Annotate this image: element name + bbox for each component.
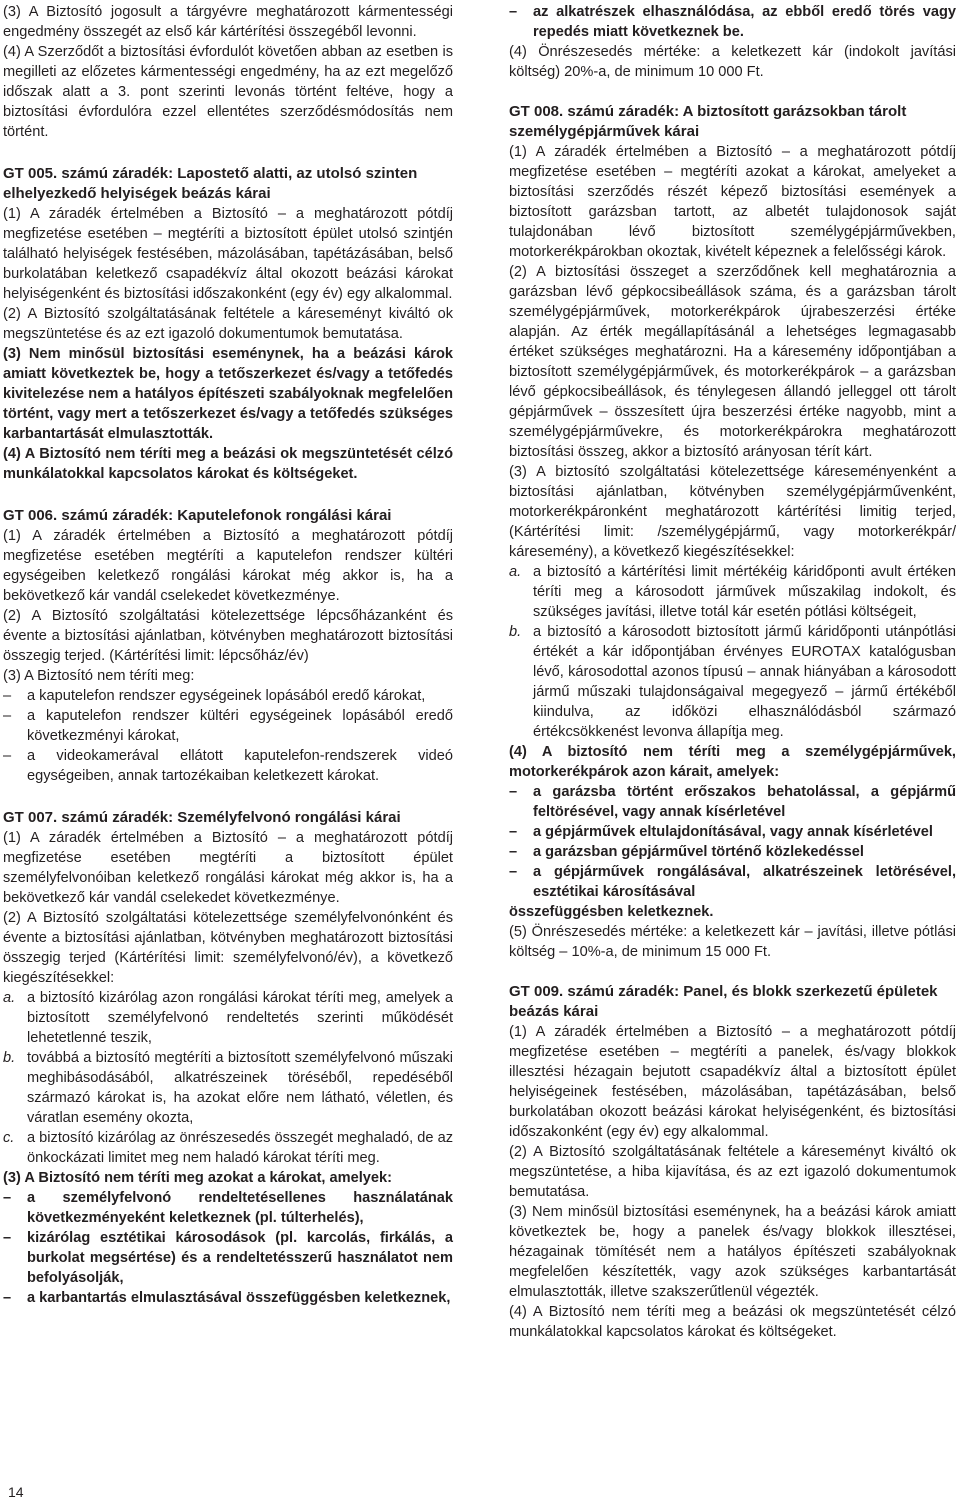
paragraph: összefüggésben keletkeznek. bbox=[509, 904, 714, 920]
dash-item bbox=[3, 1288, 453, 1308]
paragraph: (5) Önrészesedés mértéke: a keletkezett kár – javítási, illetve pótlási költség – 10%-a, de minimum 15 000 Ft. bbox=[509, 924, 956, 960]
dash-marker: – bbox=[509, 864, 518, 880]
dash-item bbox=[509, 822, 956, 842]
item-text: a biztosító a károsodott biztosított jármű káridőponti utánpótlási értékét a kár időpontjában érvényes EUROTAX katalógusban lévő, károsodottal azonos típusú – annak hiányában a károsodott jármű műszaki tulajdonságaival megegyező – jármű értékéből kiindulva, az időközi elhasználódásból származó értékcsökkenést levonva állapítja meg. bbox=[533, 624, 956, 740]
lettered-item bbox=[509, 562, 956, 622]
paragraph: (1) A záradék értelmében a Biztosító – a meghatározott pótdíj megfizetése esetében – megtéríti a biztosított épület utolsó szintjén található helyiségek festésében, mázolásában, tapétázásában, belső burkolatában keletkező csapadékvíz által okozott beázási károkat helyiségenként és biztosítási időszakonként (egy év) egy alkalommal. bbox=[3, 206, 453, 302]
item-letter: b. bbox=[3, 1050, 16, 1066]
dash-marker: – bbox=[3, 1290, 12, 1306]
item-text: a személyfelvonó rendeltetésellenes használatának következményeként keletkeznek (pl. túlterhelés), bbox=[27, 1190, 453, 1226]
paragraph: (3) Nem minősül biztosítási eseménynek, ha a beázási károk amiatt következtek be, hogy a panelek és/vagy blokkok illesztései, hézagainak tömítését nem a hatályos építészeti szabályoknak megfelelően készítették, vagy azok szükséges karbantartását elmulasztották, illetve szakszerűtlenül végezték. bbox=[509, 1204, 956, 1300]
dash-item bbox=[3, 746, 453, 786]
dash-item bbox=[509, 2, 956, 42]
paragraph: (4) Önrészesedés mértéke: a keletkezett kár (indokolt javítási költség) 20%-a, de minimum 10 000 Ft. bbox=[509, 44, 956, 80]
item-text: kizárólag esztétikai károsodások (pl. karcolás, firkálás, a burkolat megsértése) és a rendeltetésszerű használatot nem befolyásolják, bbox=[27, 1230, 453, 1286]
dash-marker: – bbox=[3, 688, 12, 704]
lettered-item bbox=[3, 988, 453, 1048]
clause-heading: GT 008. számú záradék: A biztosított garázsokban tárolt személygépjárművek kárai bbox=[509, 103, 907, 140]
paragraph: (2) A Biztosító szolgáltatásának feltétele a káreseményt kiváltó ok megszüntetése, a hiba kijavítása, és az ezt igazoló dokumentumok bemutatása. bbox=[509, 1144, 956, 1200]
item-text: a kaputelefon rendszer kültéri egységeinek lopásából eredő következményi károkat, bbox=[27, 708, 453, 744]
item-text: a biztosító kizárólag az önrészesedés összegét meghaladó, de az önkockázati limitet meg nem haladó károkat téríti meg. bbox=[27, 1130, 453, 1166]
item-text: a gépjárművek rongálásával, alkatrészeinek letörésével, esztétikai károsításával bbox=[533, 864, 956, 900]
paragraph: (2) A Biztosító szolgáltatási kötelezettsége személyfelvonónként és évente a biztosítási ajánlatban, kötvényben meghatározott biztosítási összegig terjed (Kártérítési limit: személyfelvonó/év), a következő kiegészítésekkel: bbox=[3, 910, 453, 986]
page-number: 14 bbox=[8, 1484, 24, 1500]
item-text: továbbá a biztosító megtéríti a biztosított személyfelvonó műszaki meghibásodásából, alkatrészeinek töréséből, repedéséből származó károkat is, ha azokat előre nem látható, véletlen, és váratlan esemény okozta, bbox=[27, 1050, 453, 1126]
item-text: az alkatrészek elhasználódása, az ebből eredő törés vagy repedés miatt következnek be. bbox=[533, 4, 956, 40]
dash-marker: – bbox=[509, 784, 518, 800]
paragraph: (2) A Biztosító szolgáltatásának feltétele a káreseményt kiváltó ok megszüntetése és az ezt igazoló dokumentumok bemutatása. bbox=[3, 306, 453, 342]
dash-marker: – bbox=[3, 1230, 12, 1246]
paragraph: (4) A Biztosító nem téríti meg a beázási ok megszüntetését célzó munkálatokkal kapcsolatos károkat és költségeket. bbox=[3, 446, 453, 482]
item-text: a biztosító kizárólag azon rongálási károkat téríti meg, amelyek a biztosított személyfelvonó rendeltetés szerinti működését lehetetlenné teszik, bbox=[27, 990, 453, 1046]
dash-marker: – bbox=[509, 844, 518, 860]
lettered-item bbox=[3, 1048, 453, 1128]
paragraph: (1) A záradék értelmében a Biztosító – a meghatározott pótdíj megfizetése esetében – megtéríti azokat a károkat, amelyeket a biztosítási szerződés részét képező biztosítási események a biztosított garázsban tartott, az albetét tulajdonosok saját tulajdonában lévő biztosított személygépjárművekben, motorkerékpárokban okoztak, kivételt képeznek a felelősségi károk. bbox=[509, 144, 956, 260]
lettered-item bbox=[509, 622, 956, 742]
item-letter: c. bbox=[3, 1130, 15, 1146]
paragraph: (3) A Biztosító nem téríti meg azokat a károkat, amelyek: bbox=[3, 1170, 393, 1186]
left-column bbox=[3, 2, 453, 1308]
item-text: a gépjárművek eltulajdonításával, vagy annak kísérletével bbox=[533, 824, 933, 840]
paragraph: (4) A biztosító nem téríti meg a személygépjárművek, motorkerékpárok azon kárait, amelyek: bbox=[509, 744, 956, 780]
dash-marker: – bbox=[3, 1190, 12, 1206]
dash-item bbox=[3, 706, 453, 746]
dash-item bbox=[3, 686, 453, 706]
dash-item bbox=[509, 842, 956, 862]
paragraph: (3) A Biztosító jogosult a tárgyévre meghatározott kármentességi engedmény összegét az első kár kártérítési összegéből levonni. bbox=[3, 4, 453, 40]
dash-item bbox=[509, 782, 956, 822]
paragraph: (3) A Biztosító nem téríti meg: bbox=[3, 668, 195, 684]
dash-item bbox=[3, 1188, 453, 1228]
dash-marker: – bbox=[3, 708, 12, 724]
item-text: a karbantartás elmulasztásával összefüggésben keletkeznek, bbox=[27, 1290, 451, 1306]
item-text: a biztosító a kártérítési limit mértékéig káridőponti avult értéken téríti meg a károsodott járművek műszakilag indokolt, és szükséges javítási, illetve totál kár esetén pótlási költségeit, bbox=[533, 564, 956, 620]
paragraph: (3) A biztosító szolgáltatási kötelezettsége káreseményenként a biztosítási ajánlatban, kötvényben személygépjárművenként, motorkerékpáronként meghatározott kártérítési limitig terjed, (Kártérítési limit: /személygépjármű, vagy motorkerékpár/ káresemény), a következő kiegészítésekkel: bbox=[509, 464, 956, 560]
paragraph: (1) A záradék értelmében a Biztosító a meghatározott pótdíj megfizetése esetében megtéríti a kaputelefon rendszer kültéri egységeiben keletkező rongálási károkat még akkor is, ha a bekövetkező kár vandál cselekedet következménye. bbox=[3, 528, 453, 604]
item-text: a kaputelefon rendszer egységeinek lopásából eredő károkat, bbox=[27, 688, 426, 704]
item-letter: a. bbox=[509, 564, 522, 580]
clause-heading: GT 006. számú záradék: Kaputelefonok rongálási kárai bbox=[3, 507, 392, 524]
dash-marker: – bbox=[509, 4, 518, 20]
clause-heading: GT 005. számú záradék: Lapostető alatti, az utolsó szinten elhelyezkedő helyiségek beázás kárai bbox=[3, 165, 418, 202]
paragraph: (2) A biztosítási összeget a szerződőnek kell meghatároznia a garázsban lévő gépkocsibeállások száma, és a garázsban tárolt személygépjárművek, motorkerékpárok újrabeszerzési értéke alapján. Az érték megállapításánál a lehetséges legmagasabb értéket szükséges meghatározni. Ha a káresemény időpontjában a biztosított személygépjárművek, és motorkerékpárok – a garázsban lévő gépkocsibeállások, és ténylegesen állandó jelleggel ott tárolt gépjárművek – összesített újra beszerzési értéke nagyobb, mint a személygépjárművekre, és motorkerékpárokra meghatározott biztosítási összeg, akkor a biztosító arányosan térít kárt. bbox=[509, 264, 956, 460]
item-text: a garázsba történt erőszakos behatolással, a gépjármű feltörésével, vagy annak kísérletével bbox=[533, 784, 956, 820]
item-letter: a. bbox=[3, 990, 16, 1006]
dash-marker: – bbox=[3, 748, 12, 764]
paragraph: (2) A Biztosító szolgáltatási kötelezettsége lépcsőházanként és évente a biztosítási ajánlatban, kötvényben meghatározott biztosítási összegig terjed. (Kártérítési limit: lépcsőház/év) bbox=[3, 608, 453, 664]
paragraph: (1) A záradék értelmében a Biztosító – a meghatározott pótdíj megfizetése esetében megtéríti a biztosított épület személyfelvonóiban keletkező rongálási károkat még akkor is, ha a bekövetkező kár vandál cselekedet következménye. bbox=[3, 830, 453, 906]
dash-item bbox=[3, 1228, 453, 1288]
item-text: a videokamerával ellátott kaputelefon-rendszerek videó egységeiben, annak tartozékaiban keletkezett károkat. bbox=[27, 748, 453, 784]
item-letter: b. bbox=[509, 624, 522, 640]
dash-marker: – bbox=[509, 824, 518, 840]
paragraph: (4) A Szerződőt a biztosítási évfordulót követően abban az esetben is megilleti az előzetes kármentességi engedmény, ha az ezt megelőző időszak alatt a 3. pont szerinti levonás történt feltéve, hogy a biztosítási évfordulóra ezzel ellentétes szerződésmódosítás nem történt. bbox=[3, 44, 453, 140]
lettered-item bbox=[3, 1128, 453, 1168]
clause-heading: GT 009. számú záradék: Panel, és blokk szerkezetű épületek beázás kárai bbox=[509, 983, 938, 1020]
paragraph: (4) A Biztosító nem téríti meg a beázási ok megszüntetését célzó munkálatokkal kapcsolatos károkat és költségeket. bbox=[509, 1304, 956, 1340]
item-text: a garázsban gépjárművel történő közlekedéssel bbox=[533, 844, 864, 860]
paragraph: (1) A záradék értelmében a Biztosító – a meghatározott pótdíj megfizetése esetében – megtéríti a panelek, és/vagy blokkok illesztési hézagain bejutott csapadékvíz által a biztosított épület helyiségeinek festésében, mázolásában, tapétázásában, belső burkolatában okozott beázási károkat helyiségenként, és biztosítási időszakonként (egy év) egy alkalommal. bbox=[509, 1024, 956, 1140]
dash-item bbox=[509, 862, 956, 902]
paragraph: (3) Nem minősül biztosítási eseménynek, ha a beázási károk amiatt következtek be, hogy a tetőszerkezet és/vagy a tetőfedés kivitelezése nem a hatályos építészeti szabályoknak megfelelően történt, vagy mert a tetőszerkezet és/vagy a tetőfedés szükséges karbantartását elmulasztották. bbox=[3, 346, 453, 442]
clause-heading: GT 007. számú záradék: Személyfelvonó rongálási kárai bbox=[3, 809, 401, 826]
right-column bbox=[509, 2, 956, 1342]
